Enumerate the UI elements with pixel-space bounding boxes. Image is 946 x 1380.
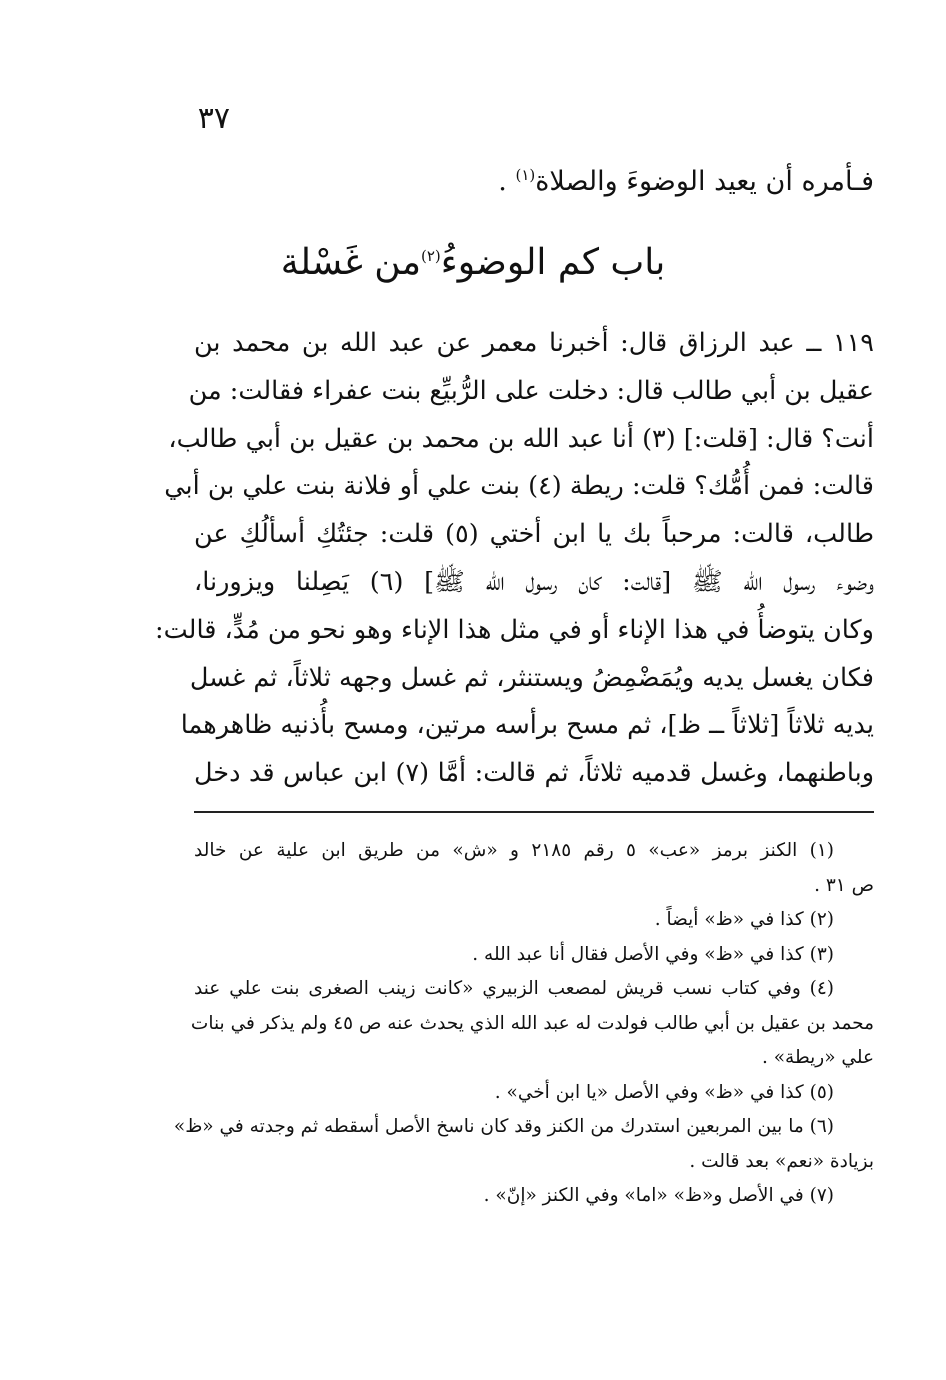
- footnote-divider: [194, 811, 874, 813]
- body-line: يديه ثلاثاً [ثلاثاً ــ ظ]، ثم مسح برأسه مرتين، ومسح بأُذنيه ظاهرهما: [180, 710, 874, 741]
- closing-line: [174, 162, 874, 202]
- footnote-ref-2: (٢): [420, 247, 441, 265]
- body-line: وضوء رسول الله ﷺ [قالت: كان رسول الله ﷺ] (٦) يَصِلنا ويزورنا،: [194, 566, 875, 597]
- body-line: فكان يغسل يديه ويُمَضْمِضُ ويستنثر، ثم غسل وجهه ثلاثاً، ثم غسل: [189, 662, 874, 693]
- footnote-line: (٣) كذا في «ظ» وفي الأصل فقال أنا عبد الله .: [472, 943, 834, 965]
- footnote-line: (٢) كذا في «ظ» أيضاً .: [654, 909, 834, 930]
- body-text: [155, 320, 875, 798]
- footnote-line: (٥) كذا في «ظ» وفي الأصل «يا ابن أخي» .: [494, 1081, 834, 1103]
- footnote-line: (٦) ما بين المربعين استدرك من الكنز وقد كان ناسخ الأصل أسقطه ثم وجدته في «ظ»: [173, 1116, 834, 1137]
- footnotes: [173, 834, 874, 1214]
- footnote-line: محمد بن عقيل بن أبي طالب فولدت له عبد الله الذي يحدث عنه ص ٤٥ ولم يذكر في بنات: [190, 1012, 874, 1034]
- body-line: طالب، قالت: مرحباً بك يا ابن أختي (٥) قلت: جئتُكِ أسألُكِ عن: [194, 519, 875, 550]
- footnote-line: بزيادة «نعم» بعد قالت .: [689, 1150, 874, 1172]
- body-line: ١١٩ ــ عبد الرزاق قال: أخبرنا معمر عن عبد الله بن محمد بن: [194, 328, 874, 358]
- footnote-line: ص ٣١ .: [814, 874, 874, 896]
- body-line: أنت؟ قال: [قلت:] (٣) أنا عبد الله بن محمد بن عقيل بن أبي طالب،: [168, 423, 874, 454]
- footnote-ref-1: (١): [515, 166, 536, 184]
- footnote-line: (١) الكنز برمز «عب» ٥ رقم ٢١٨٥ و «ش» من طريق ابن علية عن خالد: [194, 840, 835, 861]
- closing-line-text: فـأمره أن يعيد الوضوءَ والصلاة: [535, 166, 874, 197]
- chapter-title: [0, 238, 946, 288]
- page-number: ٣٧: [197, 101, 230, 136]
- body-line: قالت: فمن أُمُّك؟ قلت: ريطة (٤) بنت علي أو فلانة بنت علي بن أبي: [164, 471, 874, 502]
- body-line: عقيل بن أبي طالب قال: دخلت على الرُّبيِّع بنت عفراء فقالت: من: [188, 375, 874, 406]
- closing-line-end: .: [498, 166, 516, 197]
- body-line: وباطنهما، وغسل قدميه ثلاثاً، ثم قالت: أمَّا (٧) ابن عباس قد دخل: [194, 758, 875, 789]
- body-line: وكان يتوضأُ في هذا الإناء أو في مثل هذا الإناء وهو نحو من مُدٍّ، قالت:: [155, 614, 874, 645]
- chapter-title-end: من غَسْلة: [280, 242, 421, 283]
- footnote-line: (٧) في الأصل و«ظ» «اما» وفي الكنز «إنّ» .: [483, 1185, 834, 1206]
- footnote-line: (٤) وفي كتاب نسب قريش لمصعب الزبيري «كانت زينب الصغرى بنت علي عند: [194, 978, 834, 999]
- footnote-line: علي «ريطة» .: [761, 1047, 874, 1068]
- chapter-title-text: باب كم الوضوءُ: [440, 242, 666, 283]
